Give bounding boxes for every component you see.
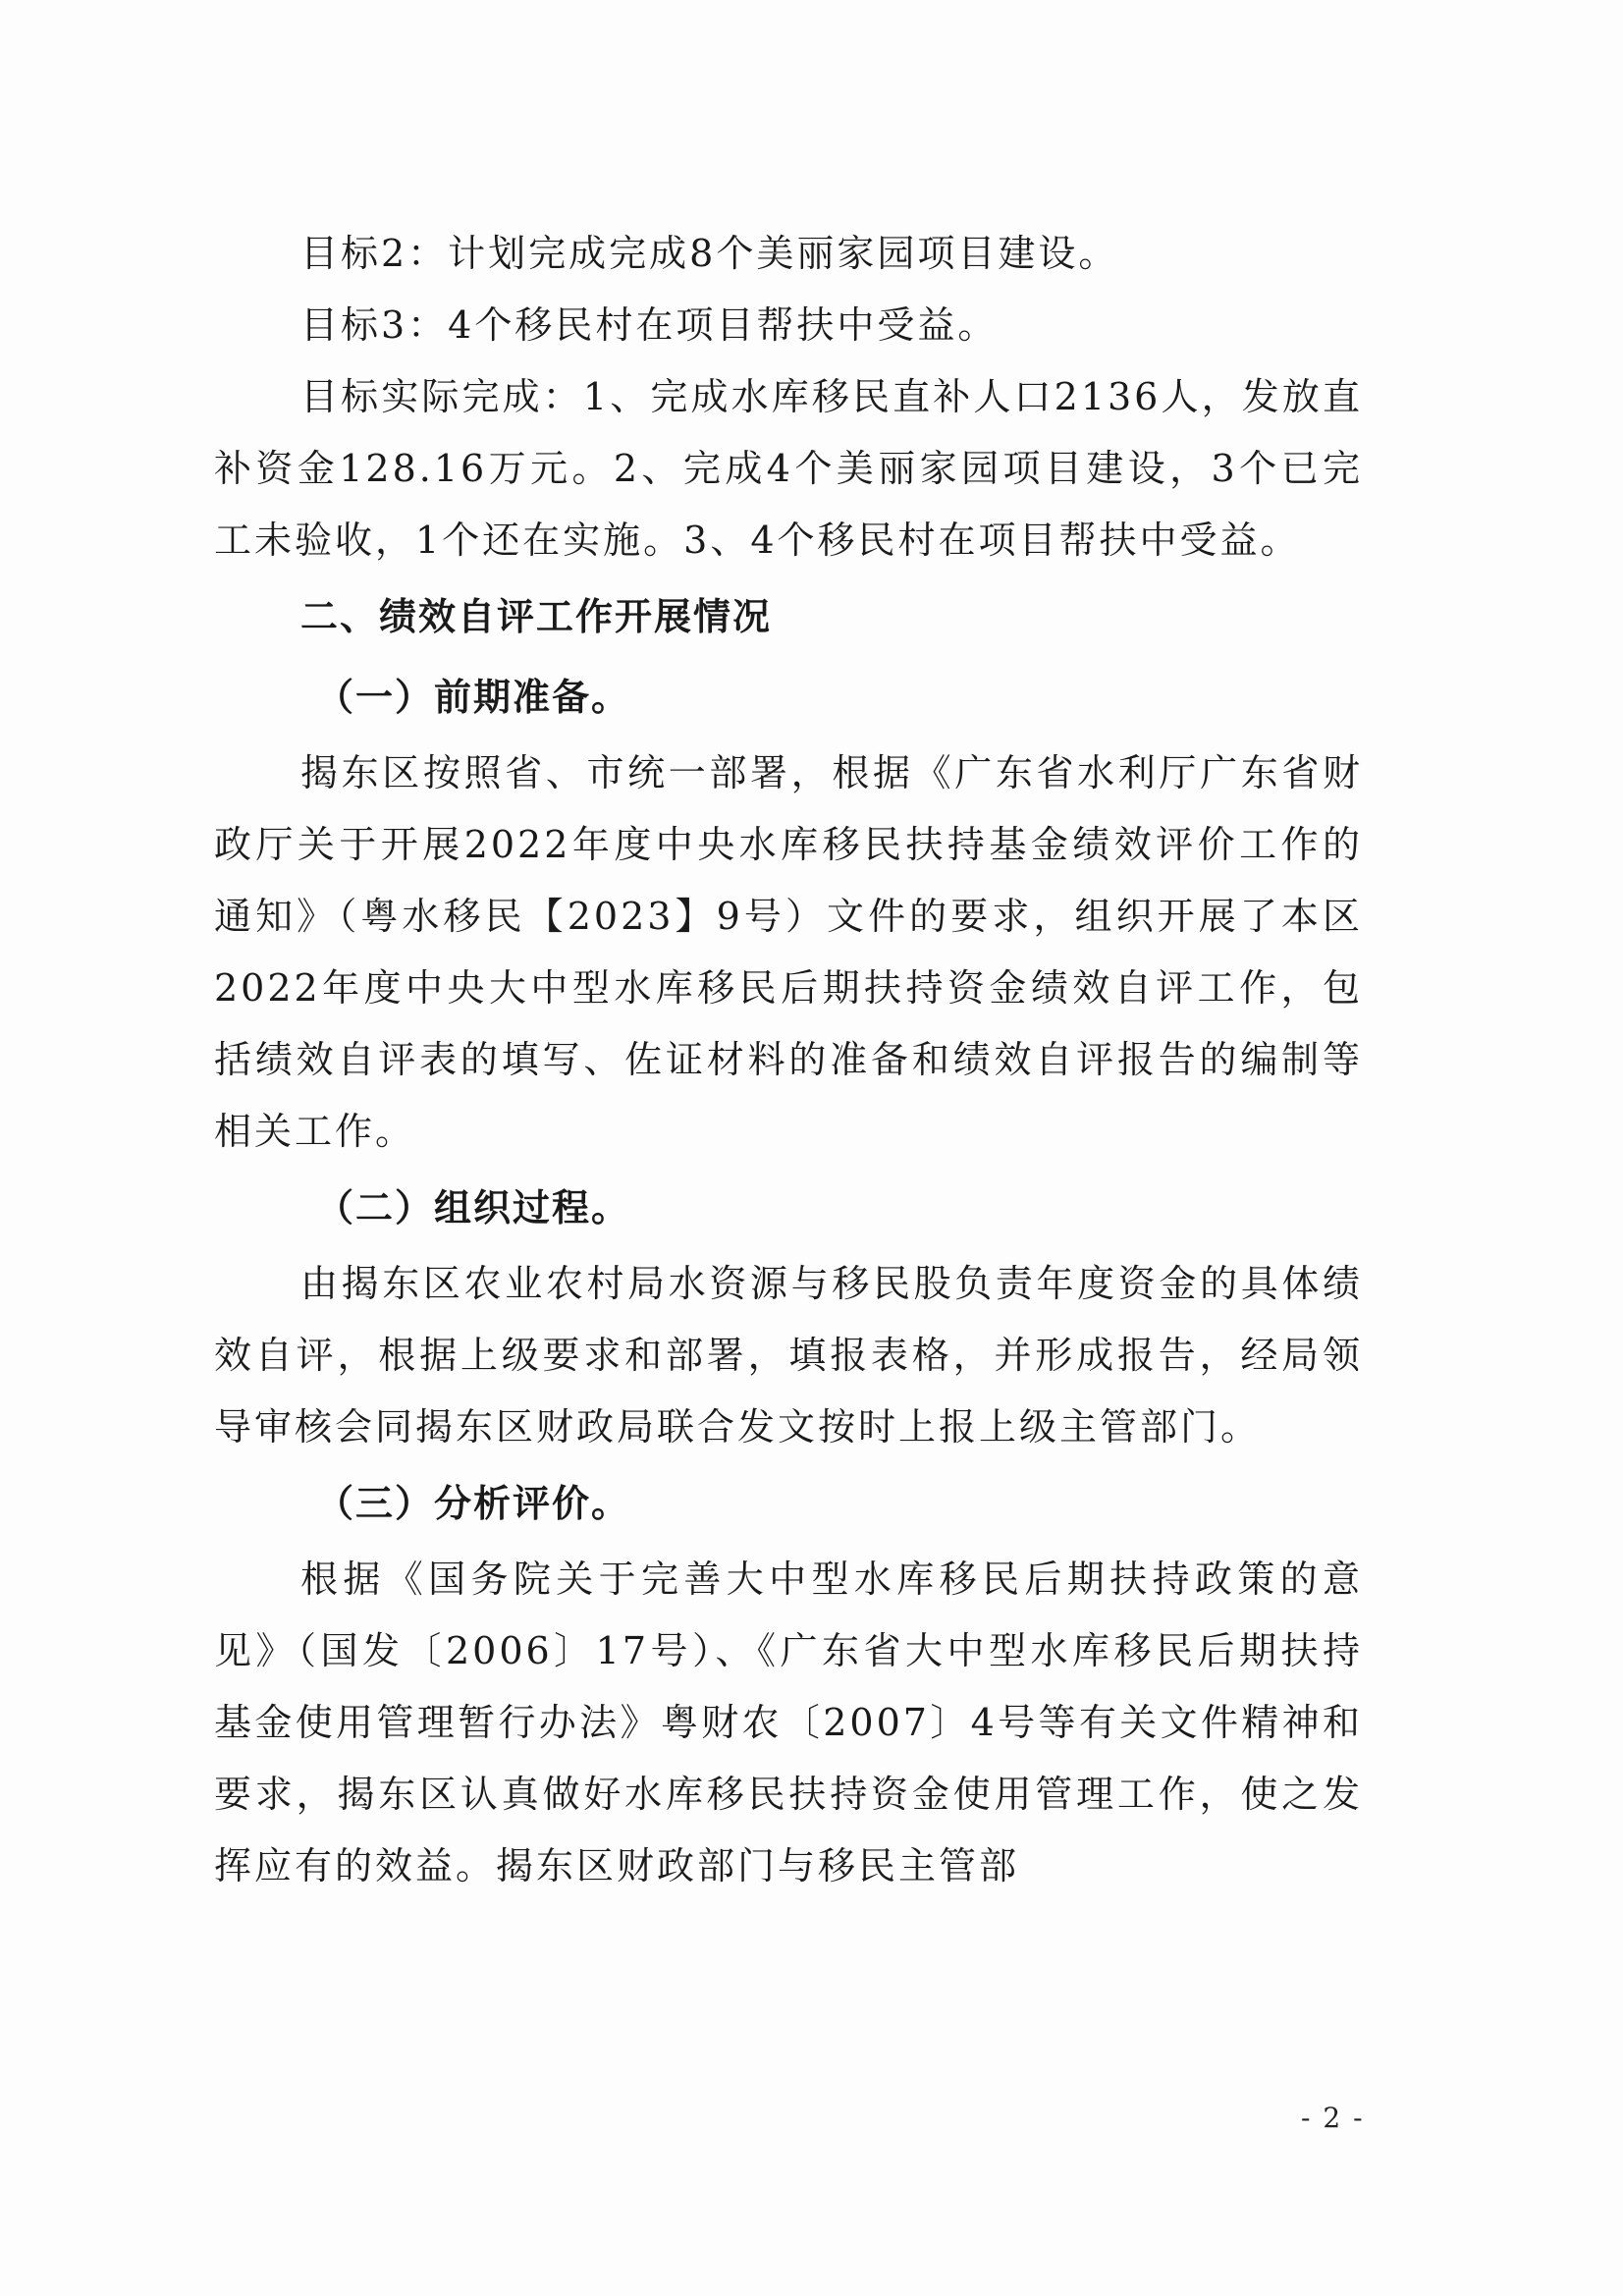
paragraph-goal-2: 目标2：计划完成完成8个美丽家园项目建设。 <box>300 232 1119 275</box>
subsection-heading-analysis: （三）分析评价。 <box>316 1482 631 1525</box>
document-body <box>214 218 1363 1902</box>
paragraph-actual-completion: 目标实际完成：1、完成水库移民直补人口2136人，发放直补资金128.16万元。2、完成4个美丽家园项目建设，3个已完工未验收，1个还在实施。3、4个移民村在项目帮扶中受益。 <box>214 375 1363 562</box>
paragraph-preparation: 揭东区按照省、市统一部署，根据《广东省水利厅广东省财政厅关于开展2022年度中央水库移民扶持基金绩效评价工作的通知》（粤水移民【2023】9号）文件的要求，组织开展了本区2022年度中央大中型水库移民后期扶持资金绩效自评工作，包括绩效自评表的填写、佐证材料的准备和绩效自评报告的编制等相关工作。 <box>214 751 1363 1153</box>
paragraph-analysis: 根据《国务院关于完善大中型水库移民后期扶持政策的意见》（国发〔2006〕17号）、《广东省大中型水库移民后期扶持基金使用管理暂行办法》粤财农〔2007〕4号等有关文件精神和要求，揭东区认真做好水库移民扶持资金使用管理工作，使之发挥应有的效益。揭东区财政部门与移民主管部 <box>214 1558 1363 1887</box>
paragraph-process: 由揭东区农业农村局水资源与移民股负责年度资金的具体绩效自评，根据上级要求和部署，填报表格，并形成报告，经局领导审核会同揭东区财政局联合发文按时上报上级主管部门。 <box>214 1262 1363 1449</box>
paragraph-goal-3: 目标3：4个移民村在项目帮扶中受益。 <box>300 303 999 347</box>
subsection-heading-preparation: （一）前期准备。 <box>316 676 631 719</box>
page-number: - 2 - <box>1301 2102 1365 2134</box>
section-heading-self-evaluation: 二、绩效自评工作开展情况 <box>300 595 773 638</box>
subsection-heading-process: （二）组织过程。 <box>316 1186 631 1230</box>
